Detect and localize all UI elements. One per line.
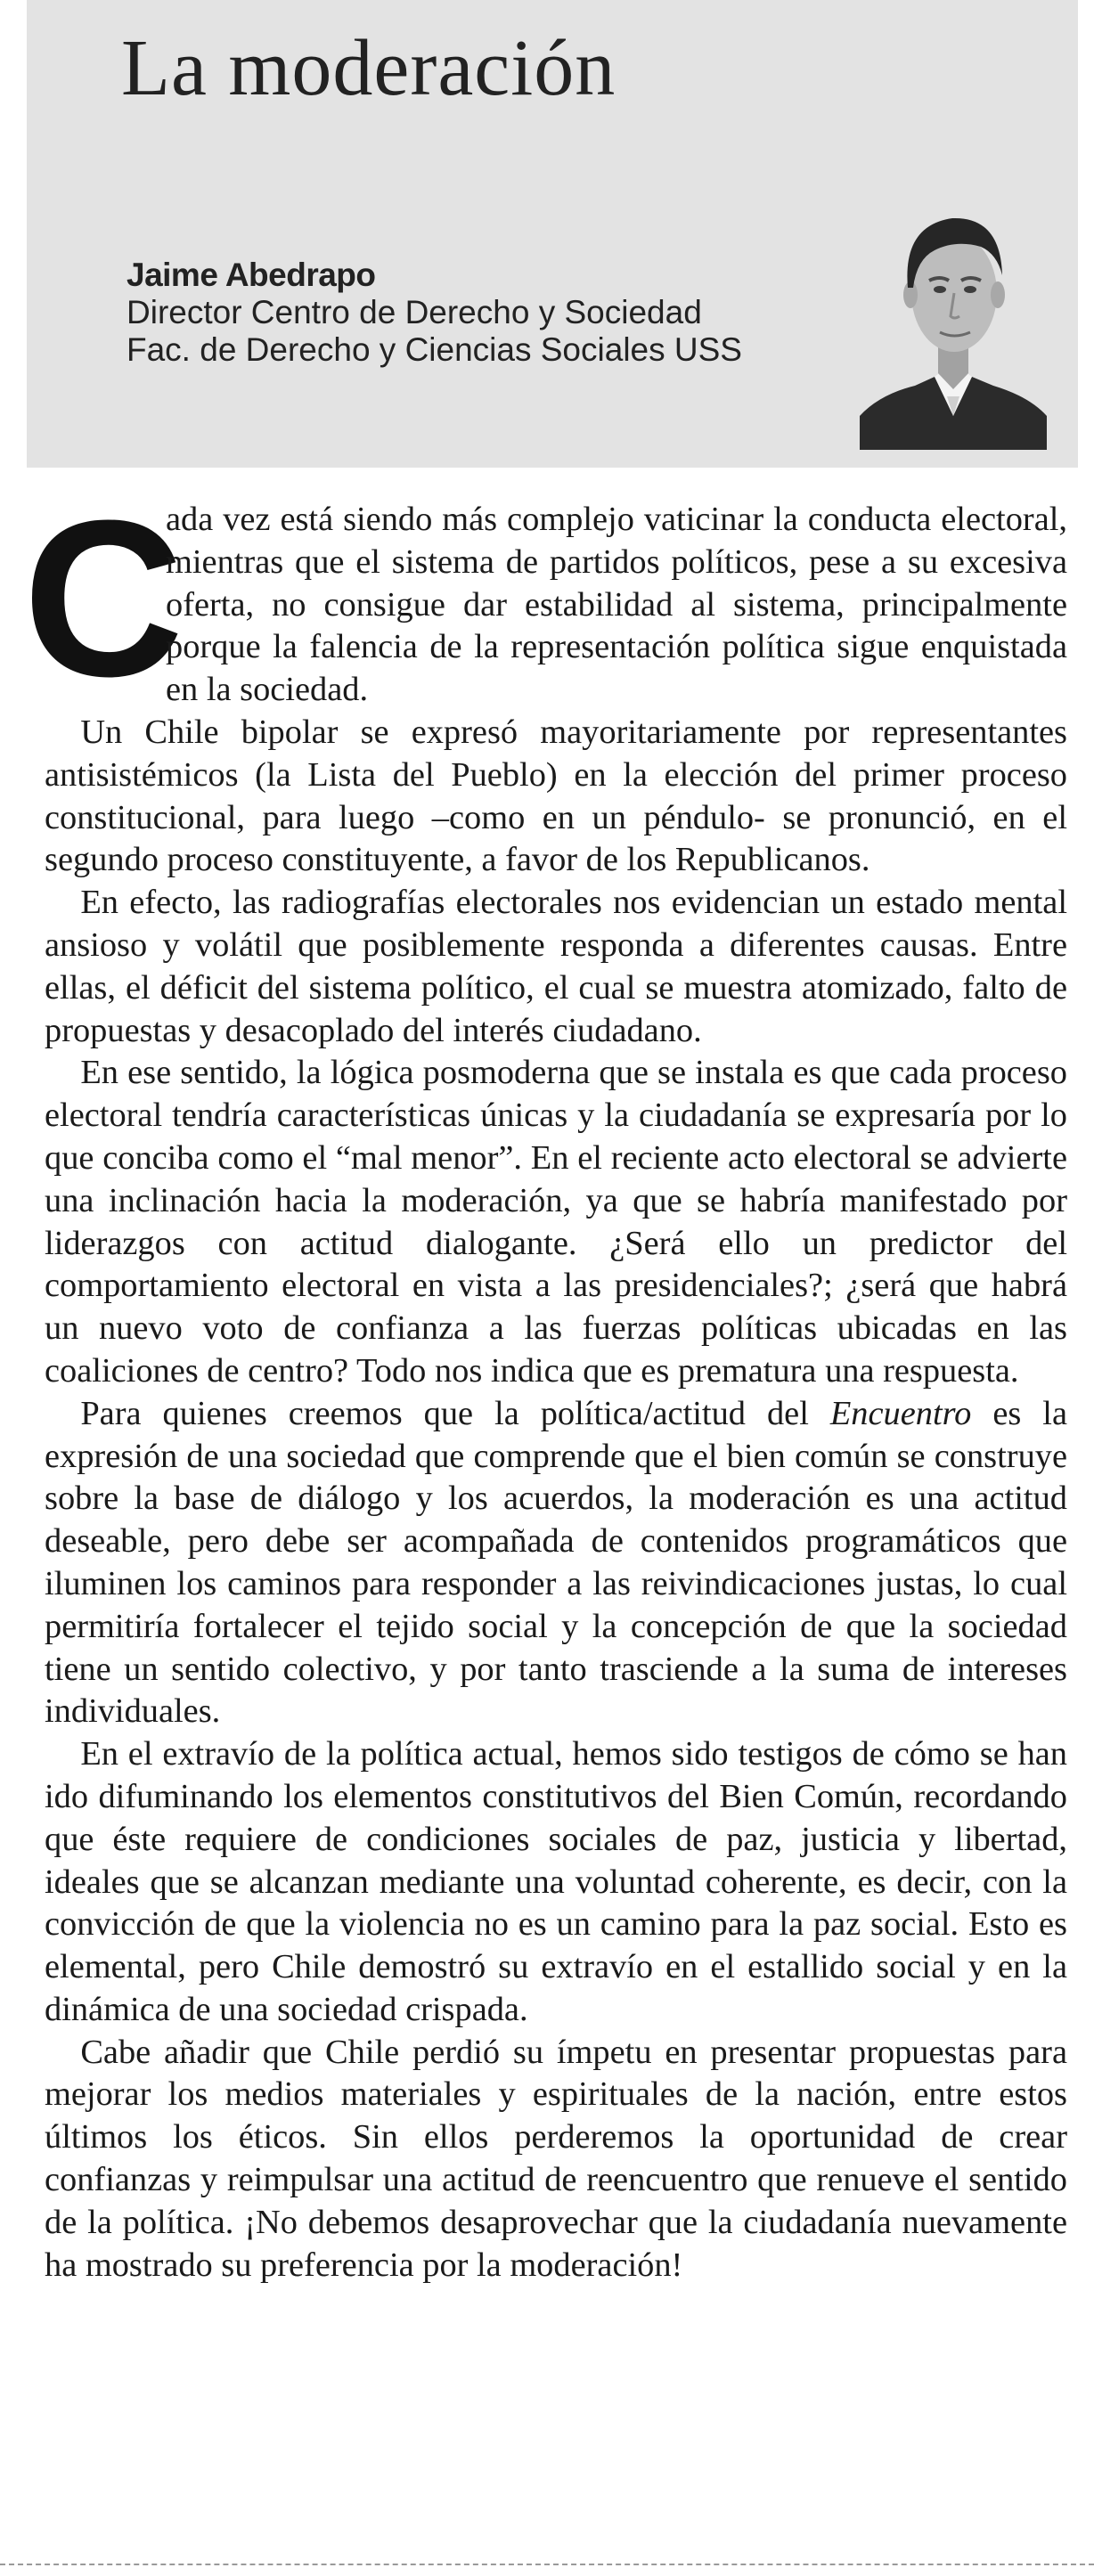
article-paragraph: Un Chile bipolar se expresó mayoritariamente por representantes antisistémicos (la Lista del Pueblo) en la elección del primer proceso constitucional, para luego –como en un péndulo- se pronunció, en el segundo proceso constituyente, a favor de los Republicanos. [45, 713, 1067, 879]
drop-cap-text: C [22, 474, 184, 722]
article-paragraph: En el extravío de la política actual, hemos sido testigos de cómo se han ido difuminando los elementos constitutivos del Bien Común, recordando que éste requiere de condiciones sociales de paz, justicia y libertad, ideales que se alcanzan mediante una voluntad coherente, es decir, con la convicción de que la violencia no es un camino para la paz social. Esto es elemental, pero Chile demostró su extravío en el estallido social y en la dinámica de una sociedad crispada. [45, 1735, 1067, 2028]
italic-term: Encuentro [829, 1394, 972, 1432]
author-name: Jaime Abedrapo [127, 257, 376, 293]
article-paragraph: En ese sentido, la lógica posmoderna que se instala es que cada proceso electoral tendría características únicas y la ciudadanía se expresaría por lo que conciba como el “mal menor”. En el reciente acto electoral se advierte una inclinación hacia la moderación, ya que se habría manifestado por liderazgos con actitud dialogante. ¿Será ello un predictor del comportamiento electoral en vista a las presidenciales?; ¿será que habrá un nuevo voto de confianza a las fuerzas políticas ubicadas en las coaliciones de centro? Todo nos indica que es prematura una respuesta. [45, 1054, 1067, 1390]
author-affiliation: Fac. de Derecho y Ciencias Sociales USS [127, 331, 742, 368]
article-paragraph: En efecto, las radiografías electorales nos evidencian un estado mental ansioso y volátil que posiblemente responda a diferentes causas. Entre ellas, el déficit del sistema político, el cual se muestra atomizado, falto de propuestas y desacoplado del interés ciudadano. [45, 884, 1067, 1049]
drop-cap [22, 474, 184, 722]
drop-cap-letter [22, 474, 184, 722]
paragraph-text: es la expresión de una sociedad que comprende que el bien común se construye sobre la base de diálogo y los acuerdos, la moderación es una actitud deseable, pero debe ser acompañada de contenidos programáticos que iluminen los caminos para responder a las reivindicaciones justas, lo cual permitiría fortalecer el tejido social y la concepción de que la sociedad tiene un sentido colectivo, y por tanto trasciende a la suma de intereses individuales. [45, 1394, 1067, 1731]
byline [127, 257, 857, 369]
article-paragraph: Cabe añadir que Chile perdió su ímpetu en presentar propuestas para mejorar los medios materiales y espirituales de la nación, entre estos últimos los éticos. Sin ellos perderemos la oportunidad de crear confianzas y reimpulsar una actitud de reencuentro que renueve el sentido de la política. ¡No debemos desaprovechar que la ciudadanía nuevamente ha mostrado su preferencia por la moderación! [45, 2033, 1067, 2284]
author-photo [860, 183, 1047, 450]
article-body [22, 474, 1067, 2287]
headline: La moderación [121, 24, 616, 112]
author-role: Director Centro de Derecho y Sociedad [127, 294, 702, 330]
article-paragraph [45, 1393, 1067, 1733]
article-paragraph [22, 474, 1067, 722]
header-panel [27, 0, 1078, 468]
first-paragraph-text: ada vez está siendo más complejo vaticinar la conducta electoral, mientras que el sistema de partidos políticos, pese a su excesiva oferta, no consigue dar estabilidad al sistema, principalmente porque la falencia de la representación política sigue enquistada en la sociedad. [166, 501, 1067, 709]
paragraph-text: Para quienes creemos que la política/actitud del [80, 1394, 830, 1432]
bottom-divider [0, 2564, 1094, 2565]
author-portrait-icon [860, 183, 1047, 450]
